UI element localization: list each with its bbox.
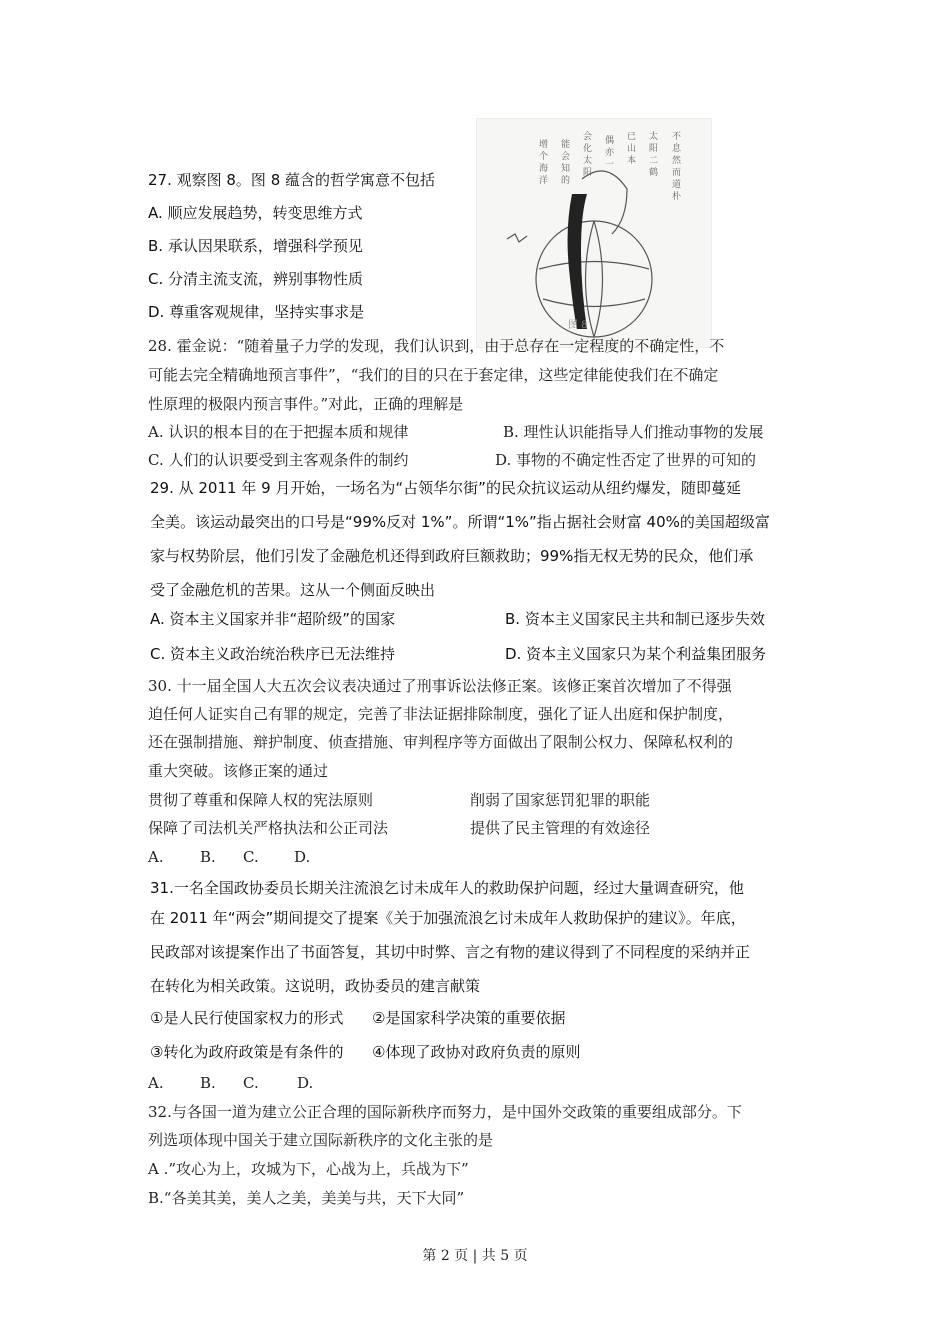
q31-choice-c: C. xyxy=(243,1074,259,1092)
q32-option-a: A .”攻心为上，攻城为下，心战为上，兵战为下” xyxy=(148,1160,469,1178)
svg-text:太: 太 xyxy=(649,132,659,142)
svg-text:朴: 朴 xyxy=(672,192,682,202)
q29-option-a: A. 资本主义国家并非“超阶级”的国家 xyxy=(150,610,396,628)
svg-text:偶: 偶 xyxy=(605,136,615,146)
svg-text:增: 增 xyxy=(539,140,549,150)
svg-text:山: 山 xyxy=(627,144,637,154)
figure-caption: 图 8 xyxy=(568,320,588,331)
q32-option-b: B.“各美其美，美人之美，美美与共，天下大同” xyxy=(148,1189,465,1207)
q31-stem-line: 民政部对该提案作出了书面答复，其切中时弊、言之有物的建议得到了不同程度的采纳并正 xyxy=(150,943,751,961)
q31-item-3: ③转化为政府政策是有条件的 xyxy=(150,1043,344,1061)
q27-option-d: D. 尊重客观规律，坚持实事求是 xyxy=(148,303,365,321)
q30-stem-line: 还在强制措施、辩护制度、侦查措施、审判程序等方面做出了限制公权力、保障私权利的 xyxy=(148,733,734,751)
q30-item-4: 提供了民主管理的有效途径 xyxy=(470,819,651,837)
q31-item-1: ①是人民行使国家权力的形式 xyxy=(150,1009,344,1027)
svg-text:已: 已 xyxy=(627,132,637,142)
q28-stem-line: 性原理的极限内预言事件。”对此，正确的理解是 xyxy=(148,395,464,413)
q27-stem: 27. 观察图 8。图 8 蕴含的哲学寓意不包括 xyxy=(148,171,436,189)
q29-option-d: D. 资本主义国家只为某个利益集团服务 xyxy=(505,645,767,663)
q30-choice-c: C. xyxy=(243,848,259,866)
svg-text:亦: 亦 xyxy=(605,148,615,158)
q28-stem-line: 可能去完全精确地预言事件”，“我们的目的只在于套定律，这些定律能使我们在不确定 xyxy=(148,366,719,384)
svg-text:不: 不 xyxy=(672,132,682,142)
svg-text:洋: 洋 xyxy=(539,176,549,186)
q28-stem-line: 28. 霍金说：“随着量子力学的发现，我们认识到，由于总存在一定程度的不确定性，不 xyxy=(148,337,725,355)
svg-text:太: 太 xyxy=(583,156,593,166)
svg-text:息: 息 xyxy=(672,144,682,154)
q31-stem-line: 在 2011 年“两会”期间提交了提案《关于加强流浪乞讨未成年人救助保护的建议》。年底， xyxy=(150,909,746,927)
svg-text:二: 二 xyxy=(649,156,659,166)
svg-text:个: 个 xyxy=(539,152,549,162)
svg-text:一: 一 xyxy=(605,160,615,170)
q32-stem-line: 列选项体现中国关于建立国际新秩序的文化主张的是 xyxy=(148,1131,494,1149)
q31-item-4: ④体现了政协对政府负责的原则 xyxy=(372,1043,581,1061)
svg-text:阳: 阳 xyxy=(649,144,659,154)
q30-choice-a: A. xyxy=(148,848,164,866)
q27-option-c: C. 分清主流支流，辨别事物性质 xyxy=(148,270,364,288)
svg-text:然: 然 xyxy=(672,156,682,166)
q31-choice-d: D. xyxy=(297,1074,314,1092)
svg-text:阳: 阳 xyxy=(583,168,593,178)
q31-choice-b: B. xyxy=(200,1074,216,1092)
q31-stem-line: 在转化为相关政策。这说明，政协委员的建言献策 xyxy=(150,977,481,995)
q28-option-b: B. 理性认识能指导人们推动事物的发展 xyxy=(503,423,764,441)
q31-item-2: ②是国家科学决策的重要依据 xyxy=(372,1009,566,1027)
q30-item-2: 削弱了国家惩罚犯罪的职能 xyxy=(470,791,651,809)
page-footer: 第 2 页 | 共 5 页 xyxy=(422,1248,528,1264)
q28-option-a: A. 认识的根本目的在于把握本质和规律 xyxy=(148,423,409,441)
q29-stem-line: 家与权势阶层，他们引发了金融危机还得到政府巨额救助；99%指无权无势的民众，他们承 xyxy=(150,547,754,565)
q27-option-b: B. 承认因果联系，增强科学预见 xyxy=(148,237,363,255)
q29-stem-line: 29. 从 2011 年 9 月开始，一场名为“占领华尔街”的民众抗议运动从纽约爆发，随即蔓延 xyxy=(150,479,741,497)
q30-item-1: 贯彻了尊重和保障人权的宪法原则 xyxy=(148,791,374,809)
q30-stem-line: 重大突破。该修正案的通过 xyxy=(148,762,329,780)
q30-choice-b: B. xyxy=(200,848,216,866)
svg-text:知: 知 xyxy=(561,164,571,174)
q30-stem-line: 30. 十一届全国人大五次会议表决通过了刑事诉讼法修正案。该修正案首次增加了不得强 xyxy=(148,677,732,695)
q30-stem-line: 迫任何人证实自己有罪的规定，完善了非法证据排除制度，强化了证人出庭和保护制度， xyxy=(148,705,734,723)
svg-text:而: 而 xyxy=(672,168,682,178)
q31-stem-line: 31.一名全国政协委员长期关注流浪乞讨未成年人的救助保护问题，经过大量调查研究，他 xyxy=(150,879,744,897)
svg-text:化: 化 xyxy=(583,144,593,154)
q29-option-c: C. 资本主义政治统治秩序已无法维持 xyxy=(150,645,396,663)
svg-text:海: 海 xyxy=(539,164,549,174)
q30-choice-d: D. xyxy=(294,848,311,866)
svg-text:会: 会 xyxy=(561,152,571,162)
q30-item-3: 保障了司法机关严格执法和公正司法 xyxy=(148,819,389,837)
svg-text:鹤: 鹤 xyxy=(649,168,659,178)
q29-stem-line: 全美。该运动最突出的口号是“99%反对 1%”。所谓“1%”指占据社会财富 40%的美国超级富 xyxy=(150,513,770,531)
svg-text:本: 本 xyxy=(627,156,637,166)
svg-text:的: 的 xyxy=(561,176,571,186)
q32-stem-line: 32.与各国一道为建立公正合理的国际新秩序而努力，是中国外交政策的重要组成部分。下 xyxy=(148,1103,742,1121)
q31-choice-a: A. xyxy=(148,1074,164,1092)
q29-option-b: B. 资本主义国家民主共和制已逐步失效 xyxy=(505,610,765,628)
q27-option-a: A. 顺应发展趋势，转变思维方式 xyxy=(148,204,363,222)
cartoon-drawing xyxy=(477,119,711,347)
svg-text:会: 会 xyxy=(583,132,593,142)
q28-option-d: D. 事物的不确定性否定了世界的可知的 xyxy=(495,451,757,469)
figure-8-cartoon xyxy=(476,118,712,348)
q29-stem-line: 受了金融危机的苦果。这从一个侧面反映出 xyxy=(150,581,436,599)
q28-option-c: C. 人们的认识要受到主客观条件的制约 xyxy=(148,451,409,469)
svg-text:能: 能 xyxy=(561,140,571,150)
svg-text:道: 道 xyxy=(672,180,682,190)
